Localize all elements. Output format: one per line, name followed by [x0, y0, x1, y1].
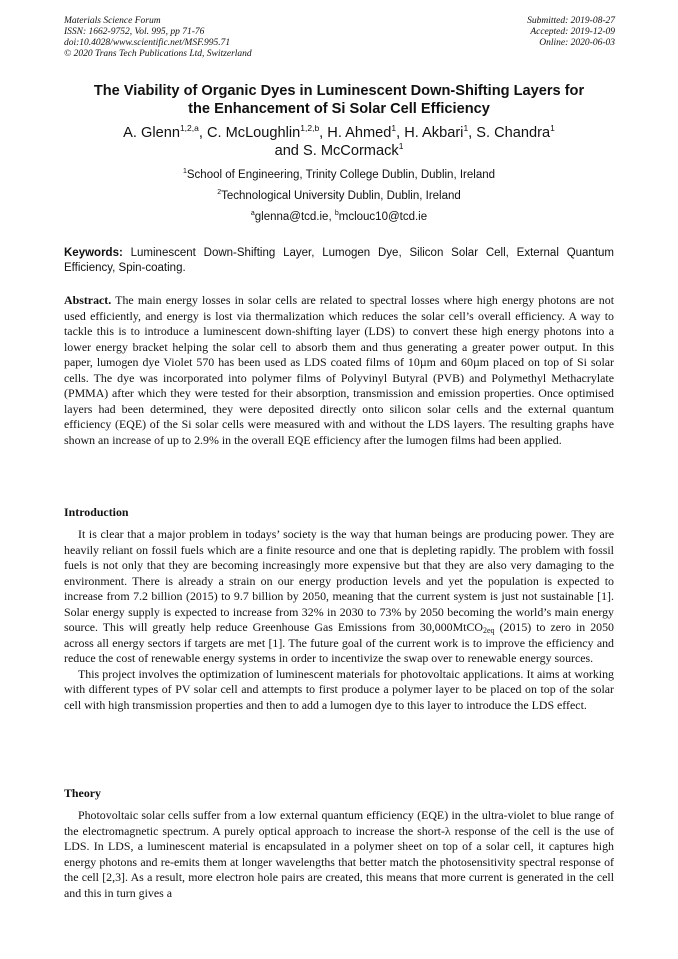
keywords [64, 246, 614, 276]
email-mark: b [334, 210, 339, 217]
affiliation-number: 2 [217, 189, 222, 196]
title-line-1: The Viability of Organic Dyes in Luminescent Down-Shifting Layers for [93, 83, 585, 99]
dates-header [527, 16, 615, 49]
submitted-date: Submitted: 2019-08-27 [527, 16, 615, 26]
affiliation-number: 1 [182, 168, 187, 175]
title-line-2: the Enhancement of Si Solar Cell Efficiency [188, 101, 490, 117]
author-separator: , [319, 125, 328, 141]
affiliation-1 [40, 168, 638, 182]
email-a: glenna@tcd.ie, [254, 211, 335, 223]
affiliation-text: Technological University Dublin, Dublin, Ireland [221, 190, 461, 202]
author-conjunction: and [274, 143, 299, 159]
author-name: C. McLoughlin [206, 125, 301, 141]
author-separator: , [396, 125, 405, 141]
affiliation-text: School of Engineering, Trinity College Dublin, Dublin, Ireland [186, 169, 496, 181]
theory-body [64, 808, 614, 901]
co2-subscript: 2eq [482, 626, 495, 635]
author-emails [40, 210, 638, 224]
author-affiliation-mark: 1 [391, 123, 397, 133]
online-date: Online: 2020-06-03 [539, 38, 615, 48]
journal-name: Materials Science Forum [64, 16, 161, 26]
affiliation-2 [40, 189, 638, 203]
author-name: S. McCormack [303, 143, 399, 159]
section-heading-introduction: Introduction [64, 505, 129, 519]
author-affiliation-mark: 1 [398, 141, 404, 151]
author-line-2 [40, 142, 638, 160]
introduction-paragraph-1 [64, 527, 614, 667]
author-name: H. Akbari [404, 125, 464, 141]
keywords-text: Luminescent Down-Shifting Layer, Lumogen Dye, Silicon Solar Cell, External Quantum Efficiency, Spin-coating. [64, 247, 614, 274]
author-affiliation-mark: 1 [463, 123, 469, 133]
introduction-body [64, 527, 614, 713]
author-line-1 [40, 124, 638, 142]
author-affiliation-mark: 1,2,b [300, 123, 320, 133]
issn-line: ISSN: 1662-9752, Vol. 995, pp 71-76 [64, 27, 205, 37]
email-b: mclouc10@tcd.ie [338, 211, 428, 223]
abstract-text: The main energy losses in solar cells are related to spectral losses where high energy photons are not used efficiently, and energy is lost via thermalization which reduces the solar cell’s overall efficiency. A way to tackle this is to introduce a luminescent down-shifting layer (LDS) to convert these high energy photons into a lower energy bracket helping the solar cell to absorb them and thus generating a greater power output. In this paper, lumogen dye Violet 570 has been used as LDS coated films of 10µm and 60µm placed on top of Si solar cells. The dye was incorporated into polymer films of Polyvinyl Butyral (PVB) and Polymethyl Methacrylate (PMMA) after which they were tested for their absorption, transmission and emission properties. Once optimised layers had been determined, they were deposited directly onto silicon solar cells and the external quantum efficiency (EQE) of the Si solar cells were measured with and without the LDS layers. The resulting graphs have shown an increase of up to 2.9% in the overall EQE efficiency after the lumogen films had been applied. [64, 293, 614, 447]
keywords-label: Keywords: [64, 247, 123, 259]
theory-paragraph-1: Photovoltaic solar cells suffer from a low external quantum efficiency (EQE) in the ultra-violet to blue range of the electromagnetic spectrum. A purely optical approach to increase the short-λ response of the cell is the use of LDS. In LDS, a luminescent material is encapsulated in a polymer sheet on top of a solar cell, it captures high energy photons and re-emits them at longer wavelengths that better match the photosensitivity spectral response of the cell [2,3]. As a result, more electron hole pairs are created, this means that more current is generated in the cell and this in turn gives a [64, 808, 614, 900]
author-list [40, 124, 638, 160]
abstract-label: Abstract. [64, 293, 112, 307]
author-affiliation-mark: 1 [550, 123, 555, 133]
introduction-paragraph-2: This project involves the optimization of luminescent materials for photovoltaic applications. It aims at working with different types of PV solar cell and attempts to first produce a polymer layer to be placed on top of the solar cell with high transmission properties and then to add a lumogen dye to this layer to introduce the LDS effect. [64, 666, 614, 712]
email-mark: a [250, 210, 255, 217]
author-affiliation-mark: 1,2,a [179, 123, 199, 133]
author-separator: , [468, 125, 477, 141]
paragraph-text: It is clear that a major problem in todays’ society is the way that human beings are producing power. They are heavily reliant on fossil fuels which are a finite resource and one that is depleting rapidly. The problem with fossil fuels is not only that they are becoming increasingly more expensive but that they are also very damaging to the environment. There is already a strain on our energy production levels and yet the population is expected to increase from 7.2 billion (2015) to 9.7 billion by 2050, meaning that the current system is just not sustainable [1]. Solar energy supply is expected to increase from 32% in 2030 to 73% by 2050 becoming the world’s main energy source. This will greatly help reduce Greenhouse Gas Emissions from 30,000MtCO [64, 527, 614, 634]
journal-header [64, 16, 252, 60]
author-name: H. Ahmed [327, 125, 392, 141]
abstract [64, 293, 614, 448]
section-heading-theory: Theory [64, 786, 101, 800]
accepted-date: Accepted: 2019-12-09 [530, 27, 615, 37]
author-name: S. Chandra [476, 125, 551, 141]
copyright-line: © 2020 Trans Tech Publications Ltd, Switzerland [64, 49, 252, 59]
author-separator: , [198, 125, 207, 141]
doi-line: doi:10.4028/www.scientific.net/MSF.995.71 [64, 38, 231, 48]
paragraph-text: (2015) to zero in 2050 across all energy sectors if targets are met [1]. The future goal of the current work is to improve the efficiency and reduce the cost of renewable energy systems in order to incentivize the swap over to renewable energy sources. [64, 620, 614, 665]
author-name: A. Glenn [123, 125, 180, 141]
paper-title [40, 82, 638, 118]
